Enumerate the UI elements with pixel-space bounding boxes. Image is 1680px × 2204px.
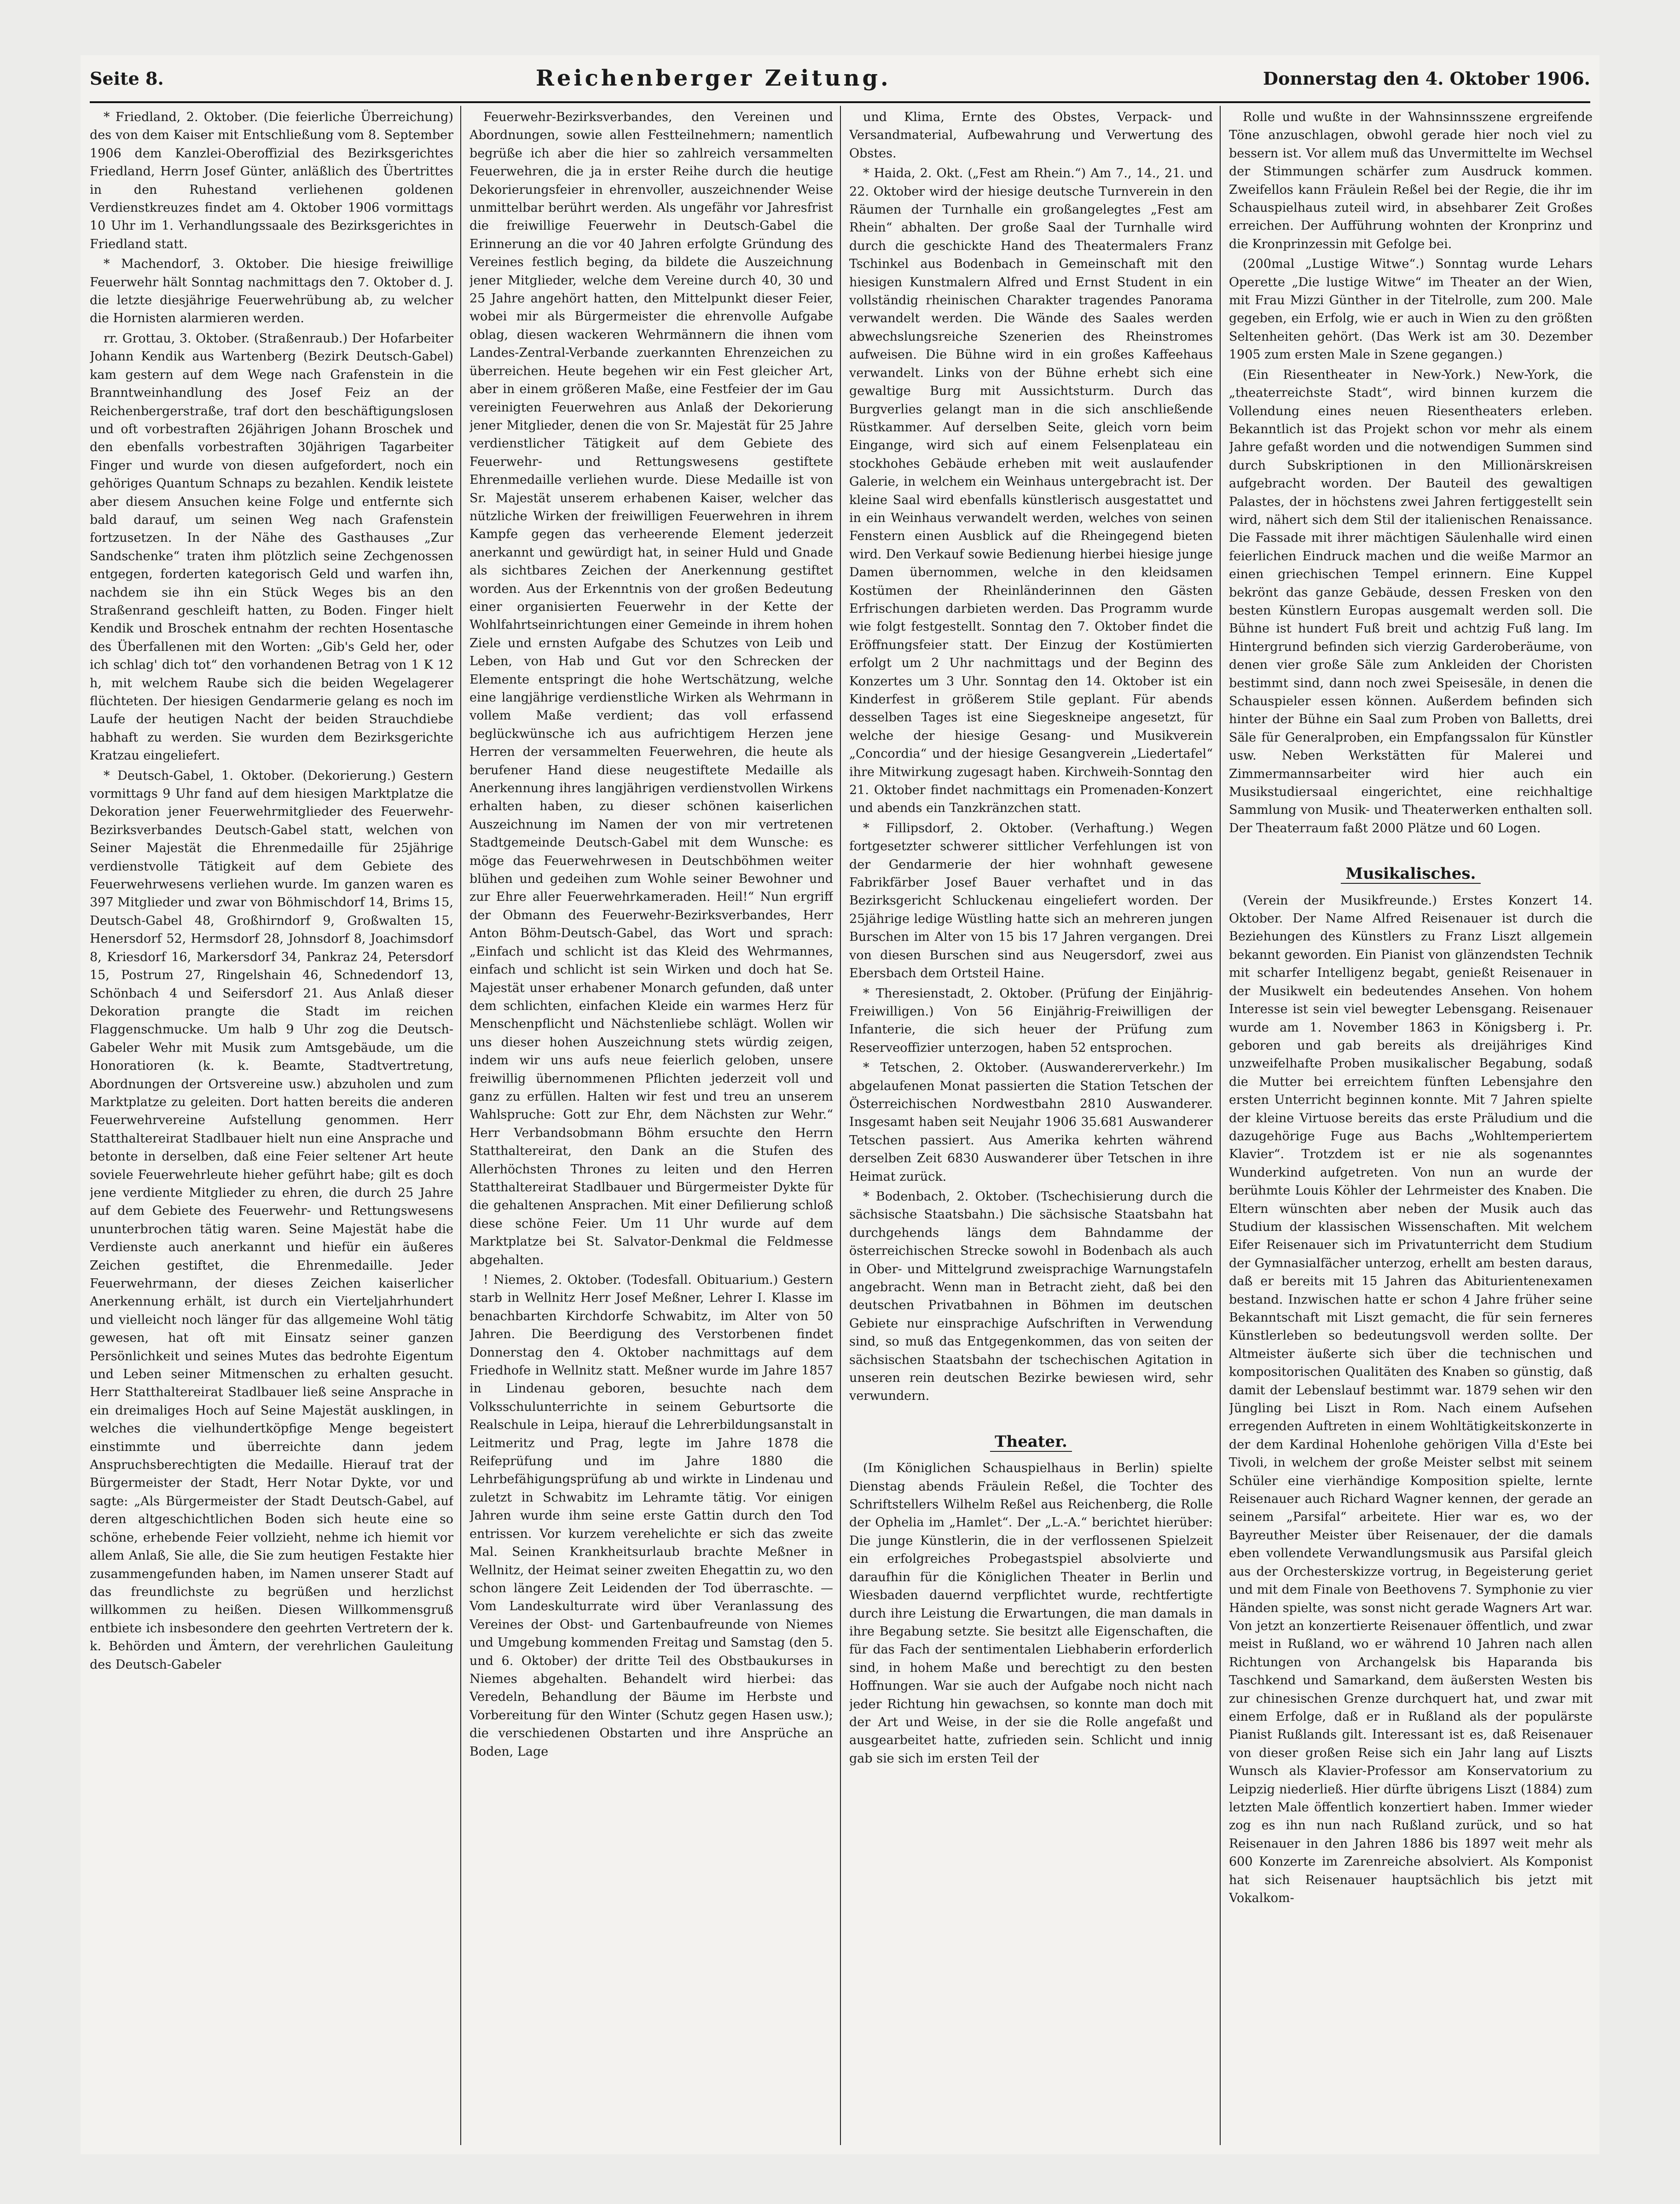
article-paragraph: * Haida, 2. Okt. („Fest am Rhein.“) Am 7., 14., 21. und 22. Oktober wird der hiesige deutsche Turnverein in den Räumen der Turnhalle ein großangelegtes „Fest am Rhein“ abhalten. Der große Saal der Turnhalle wird durch die geschickte Hand des Theatermalers Franz Tschinkel aus Bodenbach in Gemeinschaft mit den hiesigen Kunstmalern Alfred und Ernst Student in ein vollständig rheinischen Charakter tragendes Panorama verwandelt werden. Die Wände des Saales werden abwechslungsreiche Szenerien des Rheinstromes aufweisen. Die Bühne wird in ein großes Kaffeehaus verwandelt. Links von der Bühne erhebt sich eine gewaltige Burg mit Aussichtsturm. Durch das Burgverlies gelangt man in die sich anschließende Rüstkammer. Auf derselben Seite, gleich vorn beim Eingange, wird sich auf einem Felsenplateau ein stockhohes Gebäude erheben mit weit auslaufender Galerie, in welchem ein Weinhaus untergebracht ist. Der kleine Saal wird ebenfalls künstlerisch ausgestattet und in ein Weinhaus verwandelt werden, welches von seinen Fenstern einen Ausblick auf die Rheingegend bieten wird. Den Verkauf sowie Bedienung hierbei hiesige junge Damen übernommen, welche in den kleidsamen Kostümen der Rheinländerinnen den Gästen Erfrischungen darbieten werden. Das Programm wurde wie folgt festgestellt. Sonntag den 7. Oktober findet die Eröffnungsfeier statt. Der Einzug der Kostümierten erfolgt um 2 Uhr nachmittags und der Beginn des Konzertes um 3 Uhr. Sonntag den 14. Oktober ist ein Kinderfest in größerem Stile geplant. Für abends desselben Tages ist eine Siegeskneipe angesetzt, für welche der hiesige Gesang- und Musikverein „Concordia“ und der hiesige Gesangverein „Liedertafel“ ihre Mitwirkung zugesagt haben. Kirchweih-Sonntag den 21. Oktober findet nachmittags ein Promenaden-Konzert und abends ein Tanzkränzchen statt. [849, 166, 1213, 816]
article-paragraph: * Theresienstadt, 2. Oktober. (Prüfung der Einjährig-Freiwilligen.) Von 56 Einjährig-Freiwilligen der Infanterie, die sich heuer der Prüfung zum Reserveoffizier unterzogen, haben 52 entsprochen. [849, 986, 1213, 1055]
article-paragraph: rr. Grottau, 3. Oktober. (Straßenraub.) Der Hofarbeiter Johann Kendik aus Wartenberg (Bezirk Deutsch-Gabel) kam gestern auf dem Wege nach Grafenstein in die Branntweinhandlung des Josef Feiz an der Reichenbergerstraße, traf dort den beschäftigungslosen und oft vorbestraften 26jährigen Johann Broschek und den ebenfalls vorbestraften 30jährigen Tagarbeiter Finger und wurde von diesen aufgefordert, noch ein gehöriges Quantum Schnaps zu bezahlen. Kendik leistete aber diesem Ansuchen keine Folge und entfernte sich bald darauf, um seinen Weg nach Grafenstein fortzusetzen. In der Nähe des Gasthauses „Zur Sandschenke“ traten ihm plötzlich seine Zechgenossen entgegen, forderten kategorisch Geld und warfen ihn, nachdem sie ihn ein Stück Weges bis an den Straßenrand geschleift hatten, zu Boden. Finger hielt Kendik und Broschek entnahm der rechten Hosentasche des Überfallenen mit den Worten: „Gib's Geld her, oder ich schlag' dich tot“ den vorhandenen Betrag von 1 K 12 h, mit welchem Raube sich die beiden Wegelagerer flüchteten. Der hiesigen Gendarmerie gelang es noch im Laufe der heutigen Nacht der beiden Strauchdiebe habhaft zu werden. Sie wurden dem Bezirksgerichte Kratzau eingeliefert. [90, 331, 453, 763]
article-paragraph: * Machendorf, 3. Oktober. Die hiesige freiwillige Feuerwehr hält Sonntag nachmittags den 7. Oktober d. J. die letzte diesjährige Feuerwehrübung ab, zu welcher die Hornisten alarmieren werden. [90, 257, 453, 326]
article-paragraph: und Klima, Ernte des Obstes, Verpack- und Versandmaterial, Aufbewahrung und Verwertung des Obstes. [849, 110, 1213, 161]
column-divider [460, 106, 461, 2145]
column-2 [469, 108, 833, 2143]
article-paragraph: * Deutsch-Gabel, 1. Oktober. (Dekorierung.) Gestern vormittags 9 Uhr fand auf dem hiesigen Marktplatze die Dekoration jener Feuerwehrmitglieder des Feuerwehr-Bezirksverbandes Deutsch-Gabel statt, welchen von Seiner Majestät die Ehrenmedaille für 25jährige verdienstvolle Tätigkeit auf dem Gebiete des Feuerwehrwesens verliehen wurde. Im ganzen waren es 397 Mitglieder und zwar von Böhmischdorf 14, Brims 15, Deutsch-Gabel 48, Großhirndorf 9, Großwalten 15, Henersdorf 52, Hermsdorf 28, Johnsdorf 8, Joachimsdorf 8, Kriesdorf 16, Markersdorf 34, Pankraz 24, Petersdorf 15, Postrum 27, Ringelshain 46, Schnedendorf 13, Schönbach 4 und Seifersdorf 21. Aus Anlaß dieser Dekoration prangte die Stadt im reichen Flaggenschmucke. Um halb 9 Uhr zog die Deutsch-Gabeler Wehr mit Musik zum Amtsgebäude, um die Honoratioren (k. k. Beamte, Stadtvertretung, Abordnungen der Ortsvereine usw.) abzuholen und zum Marktplatze zu geleiten. Dort hatten bereits die anderen Feuerwehrvereine Aufstellung genommen. Herr Statthaltereirat Stadlbauer hielt nun eine Ansprache und betonte in derselben, daß eine Feier seltener Art heute soviele Feuerwehrleute hieher geführt habe; gilt es doch jene verdiente Mitglieder zu ehren, die durch 25 Jahre auf dem Gebiete des Feuerwehr- und Rettungswesens ununterbrochen tätig waren. Seine Majestät habe die Verdienste auch anerkannt und hiefür ein äußeres Zeichen gestiftet, die Ehrenmedaille. Jeder Feuerwehrmann, der dieses Zeichen kaiserlicher Anerkennung erhält, ist durch ein Vierteljahrhundert und vielleicht noch länger für das allgemeine Wohl tätig gewesen, hat oft mit Einsatz seiner ganzen Persönlichkeit und seines Mutes das bedrohte Eigentum und Leben seiner Mitmenschen zu erhalten gesucht. Herr Statthaltereirat Stadlbauer ließ seine Ansprache in ein dreimaliges Hoch auf Seine Majestät ausklingen, in welches die vielhundertköpfige Menge begeistert einstimmte und überreichte dann jedem Anspruchsberechtigten die Medaille. Hierauf trat der Bürgermeister der Stadt, Herr Notar Dykte, vor und sagte: „Als Bürgermeister der Stadt Deutsch-Gabel, auf deren altgeschichtlichen Boden sich heute eine so schöne, erhebende Feier vollzieht, nehme ich hiemit vor allem Anlaß, Sie alle, die Sie zum heutigen Festakte hier zusammengefunden haben, im Namen unserer Stadt auf das freundlichste zu begrüßen und herzlichst willkommen zu heißen. Diesen Willkommensgruß entbiete ich insbesondere den geehrten Vertretern der k. k. Behörden und Ämtern, der verehrlichen Gauleitung des Deutsch-Gabeler [90, 768, 453, 1672]
issue-date: Donnerstag den 4. Oktober 1906. [1263, 68, 1590, 89]
article-paragraph: ! Niemes, 2. Oktober. (Todesfall. Obituarium.) Gestern starb in Wellnitz Herr Josef Meßner, Lehrer I. Klasse im benachbarten Kirchdorfe Schwabitz, im Alter von 50 Jahren. Die Beerdigung des Verstorbenen findet Donnerstag den 4. Oktober nachmittags auf dem Friedhofe in Wellnitz statt. Meßner wurde im Jahre 1857 in Lindenau geboren, besuchte nach dem Volksschulunterrichte in seinem Geburtsorte die Realschule in Leipa, hierauf die Lehrerbildungsanstalt in Leitmeritz und Prag, legte im Jahre 1878 die Reifeprüfung und im Jahre 1880 die Lehrbefähigungsprüfung ab und wirkte in Lindenau und zuletzt in Schwabitz im Lehramte tätig. Vor einigen Jahren wurde ihm seine erste Gattin durch den Tod entrissen. Vor kurzem verehelichte er sich das zweite Mal. Seinen Krankheitsurlaub brachte Meßner in Wellnitz, der Heimat seiner zweiten Ehegattin zu, wo den schon längere Zeit Leidenden der Tod überraschte. — Vom Landeskulturrate wird über Veranlassung des Vereines der Obst- und Gartenbaufreunde von Niemes und Umgebung kommenden Freitag und Samstag (den 5. und 6. Oktober) der dritte Teil des Obstbaukurses in Niemes abgehalten. Behandelt wird hierbei: das Veredeln, Behandlung der Bäume im Herbste und Vorbereitung für den Winter (Schutz gegen Hasen usw.); die verschiedenen Obstarten und ihre Ansprüche an Boden, Lage [469, 1273, 833, 1759]
section-heading-music [1229, 865, 1593, 883]
article-paragraph: * Bodenbach, 2. Oktober. (Tschechisierung durch die sächsische Staatsbahn.) Die sächsische Staatsbahn hat durchgehends längs dem Bahndamme der österreichischen Strecke sowohl in Bodenbach als auch in Ober- und Mittelgrund zweisprachige Warnungstafeln angebracht. Wenn man in Betracht zieht, daß bei den deutschen Privatbahnen in Böhmen im deutschen Gebiete nur einsprachige Aufschriften in Verwendung sind, so muß das Entgegenkommen, das von seiten der sächsischen Staatsbahn der tschechischen Agitation in unseren rein deutschen Bezirke bewiesen wird, sehr verwundern. [849, 1189, 1213, 1404]
article-paragraph: (Verein der Musikfreunde.) Erstes Konzert 14. Oktober. Der Name Alfred Reisenauer ist durch die Beziehungen des Künstlers zu Franz Liszt allgemein bekannt geworden. Ein Pianist von glänzendsten Technik mit scharfer Intelligenz begabt, genießt Reisenauer in der Musikwelt ein bedeutendes Ansehen. Von hohem Interesse ist sein viel bewegter Lebensgang. Reisenauer wurde am 1. November 1863 in Königsberg i. Pr. geboren und gab bereits als dreijähriges Kind unzweifelhafte Proben musikalischer Begabung, sodaß die Mutter bei erreichtem fünften Lebensjahre den ersten Unterricht beginnen konnte. Mit 7 Jahren spielte der kleine Virtuose bereits das erste Präludium und die dazugehörige Fuge aus Bachs „Wohltemperiertem Klavier“. Trotzdem ist er nie als sogenanntes Wunderkind aufgetreten. Von nun an wurde der berühmte Louis Köhler der Lehrmeister des Knaben. Die Eltern wünschten aber neben der Musik auch das Studium der klassischen Wissenschaften. Mit welchem Eifer Reisenauer sich im Privatunterricht dem Studium der Gymnasialfächer unterzog, erhellt am besten daraus, daß er bereits mit 15 Jahren das Abiturientenexamen bestand. Inzwischen hatte er schon 4 Jahre früher seine Bekanntschaft mit Liszt gemacht, die für sein ferneres Künstlerleben so bedeutungsvoll werden sollte. Der Altmeister äußerte sich über die technischen und kompositorischen Qualitäten des Knaben so günstig, daß damit der Lebenslauf bestimmt war. 1879 sehen wir den Jüngling bei Liszt in Rom. Nach einem Aufsehen erregenden Auftreten in einem Wohltätigkeitskonzerte in der dem Kardinal Hohenlohe gehörigen Villa d'Este bei Tivoli, in welchem der große Meister selbst mit seinem Schüler eine vierhändige Komposition spielte, lernte Reisenauer auch Richard Wagner kennen, der gerade an seinem „Parsifal“ arbeitete. Hier war es, wo der Bayreuther Meister über Reisenauer, der die damals eben vollendete Verwandlungsmusik aus Parsifal gleich aus der Orchesterskizze vortrug, in Begeisterung geriet und mit dem Finale von Beethovens 7. Symphonie zu vier Händen spielte, was sonst nicht gerade Wagners Art war. Von jetzt an konzertierte Reisenauer öffentlich, und zwar meist in Rußland, wo er während 10 Jahren nach allen Richtungen von Archangelsk bis Haparanda bis Taschkend und Samarkand, dem äußersten Westen bis zur chinesischen Grenze durchquert hat, und zwar mit einem Erfolge, daß er in Rußland als der populärste Pianist Rußlands gilt. Interessant ist es, daß Reisenauer von dieser großen Reise sich ein Jahr lang auf Liszts Wunsch als Klavier-Professor am Konservatorium zu Leipzig niederließ. Hier dürfte übrigens Liszt (1884) zum letzten Male öffentlich konzertiert haben. Immer wieder zog es ihn nun nach Rußland zurück, und so hat Reisenauer in den Jahren 1886 bis 1897 weit mehr als 600 Konzerte im Zarenreiche absolviert. Als Komponist hat sich Reisenauer hauptsächlich bis jetzt mit Vokalkom- [1229, 893, 1593, 1905]
section-heading-theater [849, 1433, 1213, 1451]
article-paragraph: (200mal „Lustige Witwe“.) Sonntag wurde Lehars Operette „Die lustige Witwe“ im Theater an der Wien, mit Frau Mizzi Günther in der Titelrolle, zum 200. Male gegeben, ein Erfolg, wie er auch in Wien zu den größten Seltenheiten gehört. (Das Werk ist am 30. Dezember 1905 zum ersten Male in Szene gegangen.) [1229, 257, 1593, 362]
section-heading-text: Theater. [990, 1433, 1072, 1452]
newspaper-title: Reichenberger Zeitung. [535, 65, 891, 91]
header-rule [90, 101, 1590, 103]
column-3 [849, 108, 1213, 2143]
article-paragraph: * Friedland, 2. Oktober. (Die feierliche Überreichung) des von dem Kaiser mit Entschließung vom 8. September 1906 dem Kanzlei-Oberoffizial des Bezirksgerichtes Friedland, Herrn Josef Günter, anläßlich des Übertrittes in den Ruhestand verliehenen goldenen Verdienstkreuzes findet am 4. Oktober 1906 vormittags 10 Uhr im 1. Verhandlungssaale des Bezirksgerichtes in Friedland statt. [90, 110, 453, 251]
article-paragraph: Feuerwehr-Bezirksverbandes, den Vereinen und Abordnungen, sowie allen Festteilnehmern; namentlich begrüße ich aber die hier so zahlreich versammelten Feuerwehren, die ja in erster Reihe durch die heutige Dekorierungsfeier in ehrenvoller, auszeichnender Weise unmittelbar berührt werden. Als ungefähr vor Jahresfrist die freiwillige Feuerwehr in Deutsch-Gabel die Erinnerung an die vor 40 Jahren erfolgte Gründung des Vereines festlich beging, da bildete die Auszeichnung jener Mitglieder, welche dem Vereine durch 40, 30 und 25 Jahre angehört hatten, den Mittelpunkt dieser Feier, wobei mir als Bürgermeister die ehrenvolle Aufgabe oblag, diesen wackeren Wehrmännern die ihnen vom Landes-Zentral-Verbande zuerkannten Ehrenzeichen zu überreichen. Heute begehen wir ein Fest gleicher Art, aber in einem größeren Maße, eine Festfeier der im Gau vereinigten Feuerwehren aus Anlaß der Dekorierung jener Mitglieder, denen die von Sr. Majestät für 25 Jahre verdienstlicher Tätigkeit auf dem Gebiete des Feuerwehr- und Rettungswesens gestiftete Ehrenmedaille verliehen wurde. Diese Medaille ist von Sr. Majestät unserem erhabenen Kaiser, welcher das nützliche Wirken der freiwilligen Feuerwehren in ihrem Kampfe gegen das verheerende Element jederzeit anerkannt und gewürdigt hat, in seiner Huld und Gnade als sichtbares Zeichen der Anerkennung gestiftet worden. Aus der Erkenntnis von der großen Bedeutung einer organisierten Feuerwehr in der Kette der Wohlfahrtseinrichtungen einer Gemeinde in ihrem hohen Ziele und ernsten Aufgabe des Schutzes von Leib und Leben, von Hab und Gut vor den Schrecken der Elemente entspringt die hohe Wertschätzung, welche eine langjährige verdienstliche Wirken als Wehrmann in vollem Maße verdient; das voll erfassend beglückwünsche ich aus aufrichtigem Herzen jene Herren der versammelten Feuerwehren, die heute als berufener Hand diese neugestiftete Medaille als Anerkennung ihres langjährigen verdienstvollen Wirkens erhalten haben, zu dieser schönen kaiserlichen Auszeichnung im Namen der von mir vertretenen Stadtgemeinde Deutsch-Gabel mit dem Wunsche: es möge das Feuerwehrwesen in Deutschböhmen weiter blühen und gedeihen zum Wohle seiner Bewohner und zur Ehre aller Feuerwehrkameraden. Heil!“ Nun ergriff der Obmann des Feuerwehr-Bezirksverbandes, Herr Anton Böhm-Deutsch-Gabel, das Wort und sprach: „Einfach und schlicht ist das Kleid des Wehrmannes, einfach und schlicht ist sein Wirken und doch hat Se. Majestät unser erhabener Monarch gefunden, daß unter dem schlichten, einfachen Kleide ein warmes Herz für Menschenpflicht und Nächstenliebe schlägt. Wollen wir uns dieser hohen Auszeichnung stets würdig zeigen, indem wir uns aufs neue feierlich geloben, unsere freiwillig übernommenen Pflichten jederzeit voll und ganz zu erfüllen. Halten wir fest und treu an unserem Wahlspruche: Gott zur Ehr, dem Nächsten zur Wehr.“ Herr Verbandsobmann Böhm ersuchte den Herrn Statthaltereirat, den Dank an die Stufen des Allerhöchsten Thrones zu leiten und den Herren Statthaltereirat Stadlbauer und Bürgermeister Dykte für die gehaltenen Ansprachen. Mit einer Defilierung schloß diese schöne Feier. Um 11 Uhr wurde auf dem Marktplatze bei St. Salvator-Denkmal die Feldmesse abgehalten. [469, 110, 833, 1267]
article-paragraph: * Fillipsdorf, 2. Oktober. (Verhaftung.) Wegen fortgesetzter schwerer sittlicher Verfehlungen ist von der Gendarmerie der hier wohnhaft gewesene Fabrikfärber Josef Bauer verhaftet und in das Bezirksgericht Schluckenau eingeliefert worden. Der 25jährige ledige Wüstling hatte sich an mehreren jungen Burschen im Alter von 15 bis 17 Jahren vergangen. Drei von diesen Burschen sind aus Neugersdorf, zwei aus Ebersbach dem Ortsteil Haine. [849, 821, 1213, 981]
article-paragraph: Rolle und wußte in der Wahnsinnsszene ergreifende Töne anzuschlagen, obwohl gerade hier noch viel zu bessern ist. Vor allem muß das Unvermittelte im Wechsel der Stimmungen schärfer zum Ausdruck kommen. Zweifellos kann Fräulein Reßel bei der Regie, die ihr im Schauspielhaus zuteil wird, in absehbarer Zeit Großes erreichen. Der Aufführung wohnten der Kronprinz und die Kronprinzessin mit Gefolge bei. [1229, 110, 1593, 251]
article-paragraph: * Tetschen, 2. Oktober. (Auswandererverkehr.) Im abgelaufenen Monat passierten die Station Tetschen der Österreichischen Nordwestbahn 2810 Auswanderer. Insgesamt haben seit Neujahr 1906 35.681 Auswanderer Tetschen passiert. Aus Amerika kehrten während derselben Zeit 6830 Auswanderer über Tetschen in ihre Heimat zurück. [849, 1061, 1213, 1184]
section-heading-text: Musikalisches. [1341, 864, 1480, 884]
article-paragraph: (Im Königlichen Schauspielhaus in Berlin) spielte Dienstag abends Fräulein Reßel, die Tochter des Schriftstellers Wilhelm Reßel aus Reichenberg, die Rolle der Ophelia im „Hamlet“. Der „L.-A.“ berichtet hierüber: Die junge Künstlerin, die in der verflossenen Spielzeit ein erfolgreiches Probegastspiel absolvierte und daraufhin für die Königlichen Theater in Berlin und Wiesbaden dauernd verpflichtet wurde, rechtfertigte durch ihre Leistung die Erwartungen, die man damals in ihre Begabung setzte. Sie besitzt alle Eigenschaften, die für das Fach der sentimentalen Liebhaberin erforderlich sind, in hohem Maße und berechtigt zu den besten Hoffnungen. War sie auch der Aufgabe noch nicht nach jeder Richtung hin gewachsen, so konnte man doch mit der Art und Weise, in der sie die Rolle angefaßt und ausgearbeitet hatte, zufrieden sein. Schlicht und innig gab sie sich im ersten Teil der [849, 1461, 1213, 1766]
column-1 [90, 108, 453, 2143]
page-header [90, 62, 1590, 94]
column-divider [1220, 106, 1221, 2145]
column-4 [1229, 108, 1593, 2143]
newspaper-page [81, 55, 1599, 2154]
column-divider [840, 106, 841, 2145]
article-paragraph: (Ein Riesentheater in New-York.) New-York, die „theaterreichste Stadt“, wird binnen kurzem die Vollendung eines neuen Riesentheaters erleben. Bekanntlich ist das Projekt schon vor mehr als einem Jahre gefaßt worden und die notwendigen Summen sind durch Subskriptionen in den Millionärskreisen aufgebracht worden. Der Bauteil des gewaltigen Palastes, der in höchstens zwei Jahren fertiggestellt sein wird, nähert sich dem Stil der italienischen Renaissance. Die Fassade mit ihrer mächtigen Säulenhalle wird einen feierlichen Eindruck machen und die weiße Marmor an einen griechischen Tempel erinnern. Eine Kuppel bekrönt das ganze Gebäude, dessen Fresken von den besten Künstlern Europas ausgemalt werden soll. Die Bühne ist hundert Fuß breit und achtzig Fuß lang. Im Hintergrund befinden sich vierzig Garderoberäume, von denen vier große Säle zum Ankleiden der Choristen bestimmt sind, dann noch zwei Speisesäle, in denen die Schauspieler essen können. Außerdem befinden sich hinter der Bühne ein Saal zum Proben von Balletts, drei Säle für Generalproben, ein Empfangssalon für Künstler usw. Neben Werkstätten für Malerei und Zimmermannsarbeiter wird hier auch ein Musikstudiersaal eingerichtet, eine reichhaltige Sammlung von Musik- und Theaterwerken enthalten soll. Der Theaterraum faßt 2000 Plätze und 60 Logen. [1229, 367, 1593, 835]
page-number: Seite 8. [90, 68, 164, 89]
